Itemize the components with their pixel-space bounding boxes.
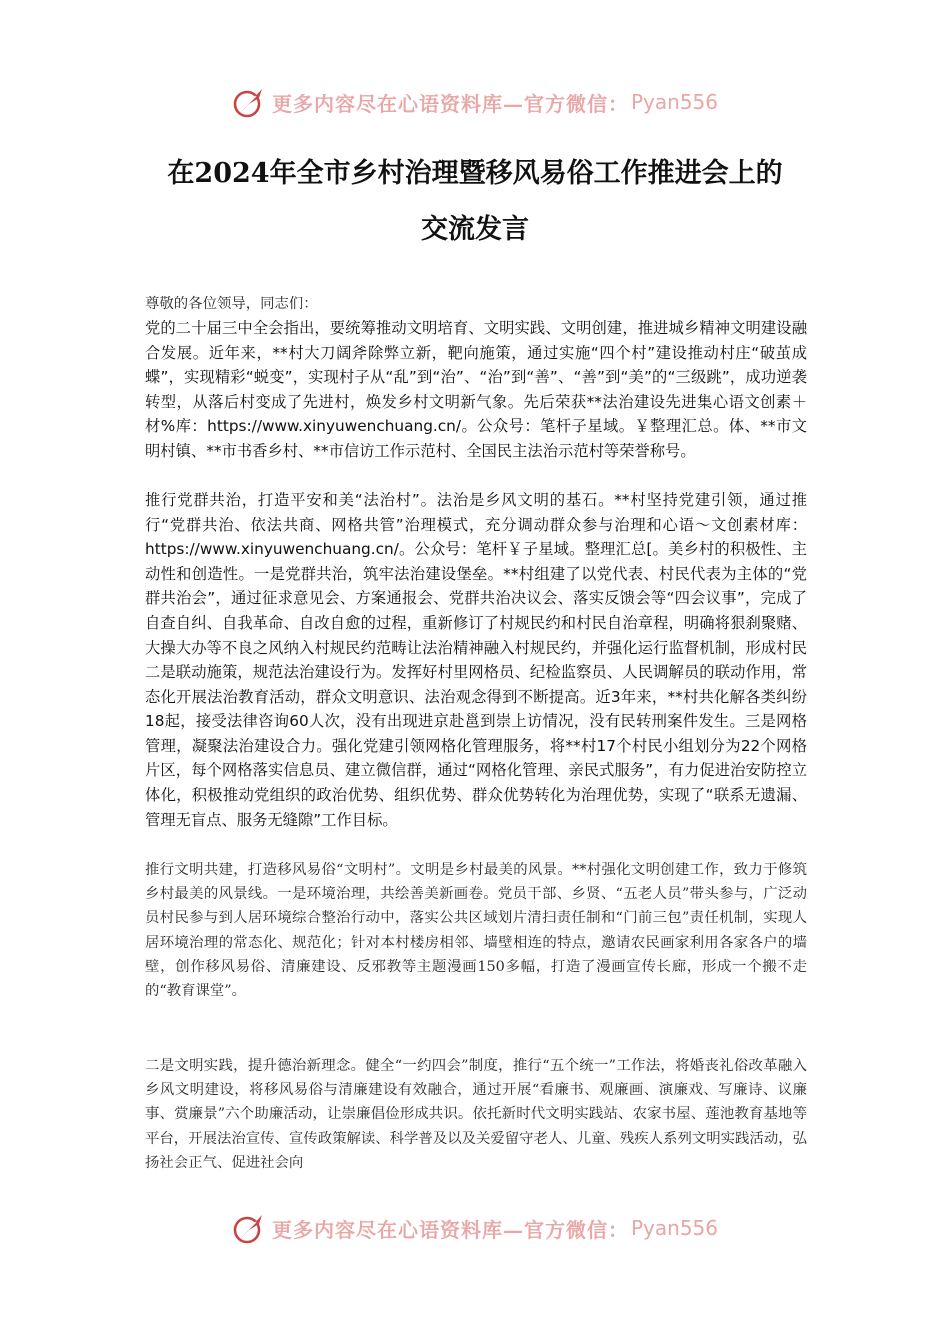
watermark-text: 更多内容尽在心语资料库—官方微信： <box>271 91 629 116</box>
watermark-contact: Pyan556 <box>630 90 718 114</box>
watermark-text: 更多内容尽在心语资料库—官方微信： <box>271 1217 629 1242</box>
title-line-2: 交流发言 <box>421 214 529 245</box>
feather-pen-logo-icon <box>232 85 266 119</box>
title-line-1: 在2024年全市乡村治理暨移风易俗工作推进会上的 <box>167 158 783 189</box>
watermark-banner-bottom <box>0 1206 950 1250</box>
paragraph-intro: 党的二十届三中全会指出，要统筹推动文明培育、文明实践、文明创建，推进城乡精神文明建设融合发展。近年来，**村大刀阔斧除弊立新，靶向施策，通过实施“四个村”建设推动村庄“破茧成蝶”，实现精彩“蜕变”，实现村子从“乱”到“治”、“治”到“善”、“善”到“美”的“三级跳”，成功逆袭转型，从落后村变成了先进村，焕发乡村文明新气象。先后荣获**法治建设先进集心语文创素＋材%库：https://www.xinyuwenchuang.cn/。公众号：笔杆子星域。￥整理汇总。体、**市文明村镇、**市书香乡村、**市信访工作示范村、全国民主法治示范村等荣誉称号。 <box>145 319 807 460</box>
salutation: 尊敬的各位领导，同志们： <box>145 296 318 312</box>
feather-pen-logo-icon <box>232 1211 266 1245</box>
paragraph-linkage: 二是联动施策，规范法治建设行为。发挥好村里网格员、纪检监察员、人民调解员的联动作用，常态化开展法治教育活动，群众文明意识、法治观念得到不断提高。近3年来，**村共化解各类纠纷18起，接受法律咨询60人次，没有出现进京赴邕到崇上访情况，没有民转刑案件发生。三是网格管理，凝聚法治建设合力。强化党建引领网格化管理服务，将**村17个村民小组划分为22个网格片区，每个网格落实信息员、建立微信群，通过“网格化管理、亲民式服务”，有力促进治安防控立体化，积极推动党组织的政治优势、组织优势、群众优势转化为治理优势，实现了“联系无遗漏、管理无盲点、服务无缝隙”工作目标。 <box>145 663 807 829</box>
paragraph-civilization: 推行文明共建，打造移风易俗“文明村”。文明是乡村最美的风景。**村强化文明创建工作，致力于修筑乡村最美的风景线。一是环境治理，共绘善美新画卷。党员干部、乡贤、“五老人员”带头参与，广泛动员村民参与到人居环境综合整治行动中，落实公共区域划片清扫责任制和“门前三包”责任机制，实现人居环境治理的常态化、规范化；针对本村楼房相邻、墙壁相连的特点，邀请农民画家利用各家各户的墙壁，创作移风易俗、清廉建设、反邪教等主题漫画150多幅，打造了漫画宣传长廊，形成一个搬不走的“教育课堂”。 <box>145 862 807 1000</box>
paragraph-rule-of-law: 推行党群共治，打造平安和美“法治村”。法治是乡风文明的基石。**村坚持党建引领，通过推行“党群共治、依法共商、网格共管”治理模式，充分调动群众参与治理和心语～文创素材库：https://www.xinyuwenchuang.cn/。公众号：笔杆￥子星域。整理汇总[。美乡村的积极性、主动性和创造性。一是党群共治，筑牢法治建设堡垒。**村组建了以党代表、村民代表为主体的“党群共治会”，通过征求意见会、方案通报会、党群共治决议会、落实反馈会等“四会议事”，完成了自查自纠、自我革命、自改自愈的过程，重新修订了村规民约和村民自治章程，明确将狠刹聚赌、大操大办等不良之风纳入村规民约范畴让法治精神融入村规民约，并强化运行监督机制，形成村民 <box>145 491 807 657</box>
document-body <box>145 292 807 1178</box>
page-title <box>100 146 850 258</box>
watermark-contact: Pyan556 <box>630 1216 718 1240</box>
paragraph-practice: 二是文明实践，提升德治新理念。健全“一约四会”制度，推行“五个统一”工作法，将婚丧礼俗改革融入乡风文明建设，将移风易俗与清廉建设有效融合，通过开展“看廉书、观廉画、演廉戏、写廉诗、议廉事、赏廉景”六个助廉活动，让崇廉倡俭形成共识。依托新时代文明实践站、农家书屋、莲池教育基地等平台，开展法治宣传、宣传政策解读、科学普及以及关爱留守老人、儿童、残疾人系列文明实践活动，弘扬社会正气、促进社会向 <box>145 1058 807 1171</box>
watermark-banner-top <box>0 80 950 124</box>
